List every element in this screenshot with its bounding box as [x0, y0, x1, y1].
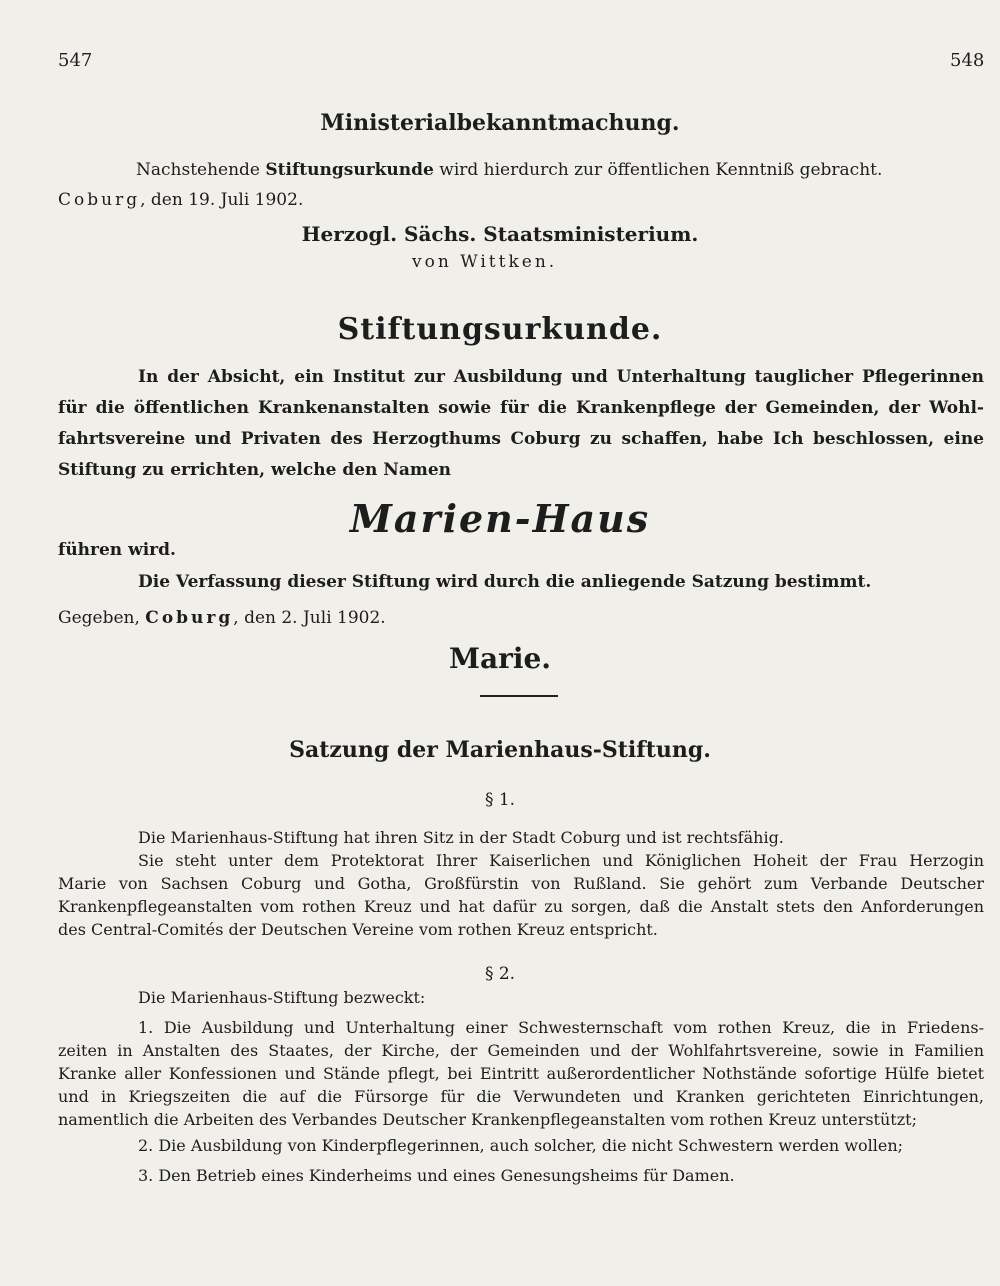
date-text: , den 19. Juli 1902. — [140, 190, 304, 210]
urkunde-line: fahrtsvereine und Privaten des Herzogthums Coburg zu schaffen, habe Ich beschlossen, eine — [58, 429, 984, 449]
section-1-line: Krankenpflegeanstalten vom rothen Kreuz und hat dafür zu sorgen, daß die Anstalt stets den Anforderungen — [58, 897, 984, 916]
urkunde-line: Stiftung zu errichten, welche den Namen — [58, 460, 452, 480]
urkunde-line: für die öffentlichen Krankenanstalten sowie für die Krankenpflege der Gemeinden, der Wohl- — [58, 398, 984, 418]
page-number-right: 548 — [950, 50, 985, 71]
section-2-intro: Die Marienhaus-Stiftung bezweckt: — [138, 988, 426, 1007]
section-1-line: Die Marienhaus-Stiftung hat ihren Sitz in der Stadt Coburg und ist rechtsfähig. — [138, 828, 784, 847]
heading-ministerial: Ministerialbekanntmachung. — [320, 110, 680, 136]
section-2-item-3: 3. Den Betrieb eines Kinderheims und eines Genesungsheims für Damen. — [138, 1166, 735, 1185]
heading-urkunde: Stiftungsurkunde. — [337, 312, 663, 347]
signature-marie: Marie. — [448, 642, 552, 675]
section-2-item-1-line: namentlich die Arbeiten des Verbandes Deutscher Krankenpflegeanstalten vom rothen Kreuz unterstützt; — [58, 1110, 917, 1129]
urkunde-line: In der Absicht, ein Institut zur Ausbildung und Unterhaltung tauglicher Pflegerinnen — [138, 367, 984, 387]
urkunde-paragraph — [58, 362, 984, 486]
section-mark-1: § 1. — [484, 790, 516, 810]
place-name: Coburg — [58, 190, 141, 210]
section-2-item-1-line: 1. Die Ausbildung und Unterhaltung einer Schwesternschaft vom rothen Kreuz, die in Friedens- — [138, 1018, 984, 1037]
gegeben-after: , den 2. Juli 1902. — [233, 608, 386, 628]
heading-satzung: Satzung der Marienhaus-Stiftung. — [289, 737, 711, 763]
section-2-item-2: 2. Die Ausbildung von Kinderpflegerinnen, auch solcher, die nicht Schwestern werden wollen; — [138, 1136, 904, 1155]
section-1-line: des Central-Comités der Deutschen Vereine vom rothen Kreuz entspricht. — [58, 920, 658, 939]
intro-emphasis: Stiftungsurkunde — [265, 160, 434, 180]
section-2-item-1-line: und in Kriegszeiten die auf die Fürsorge für die Verwundeten und Kranken gerichteten Einrichtungen, — [58, 1087, 984, 1106]
ministry-name: Herzogl. Sächs. Staatsministerium. — [301, 222, 699, 246]
gegeben-line — [58, 608, 386, 628]
section-1-line: Sie steht unter dem Protektorat Ihrer Kaiserlichen und Königlichen Hoheit der Frau Herzogin — [138, 851, 984, 870]
signatory-name: von Wittken. — [412, 252, 558, 272]
section-1-line: Marie von Sachsen Coburg und Gotha, Großfürstin von Rußland. Sie gehört zum Verbande Deutscher — [58, 874, 984, 893]
page-number-left: 547 — [58, 50, 93, 71]
divider-rule — [480, 695, 558, 697]
gegeben-before: Gegeben, — [58, 608, 146, 628]
intro-line — [136, 160, 882, 180]
fuhren-wird-text: führen wird. — [58, 540, 176, 560]
intro-before: Nachstehende — [136, 160, 266, 180]
gegeben-place: Coburg — [145, 608, 234, 628]
section-2-item-1-line: zeiten in Anstalten des Staates, der Kirche, der Gemeinden und der Wohlfahrtsvereine, sowie in Familien — [58, 1041, 984, 1060]
section-2-item-1-line: Kranke aller Konfessionen und Stände pflegt, bei Eintritt außerordentlicher Nothstände sofortige Hülfe bietet — [58, 1064, 984, 1083]
verfassung-text: Die Verfassung dieser Stiftung wird durch die anliegende Satzung bestimmt. — [138, 572, 872, 592]
section-1-text — [58, 826, 984, 941]
place-date-line — [58, 190, 303, 210]
section-mark-2: § 2. — [484, 964, 516, 984]
intro-after: wird hierdurch zur öffentlichen Kenntniß gebracht. — [433, 160, 883, 180]
section-2-item-1 — [58, 1016, 984, 1131]
foundation-name: Marien-Haus — [349, 496, 651, 541]
